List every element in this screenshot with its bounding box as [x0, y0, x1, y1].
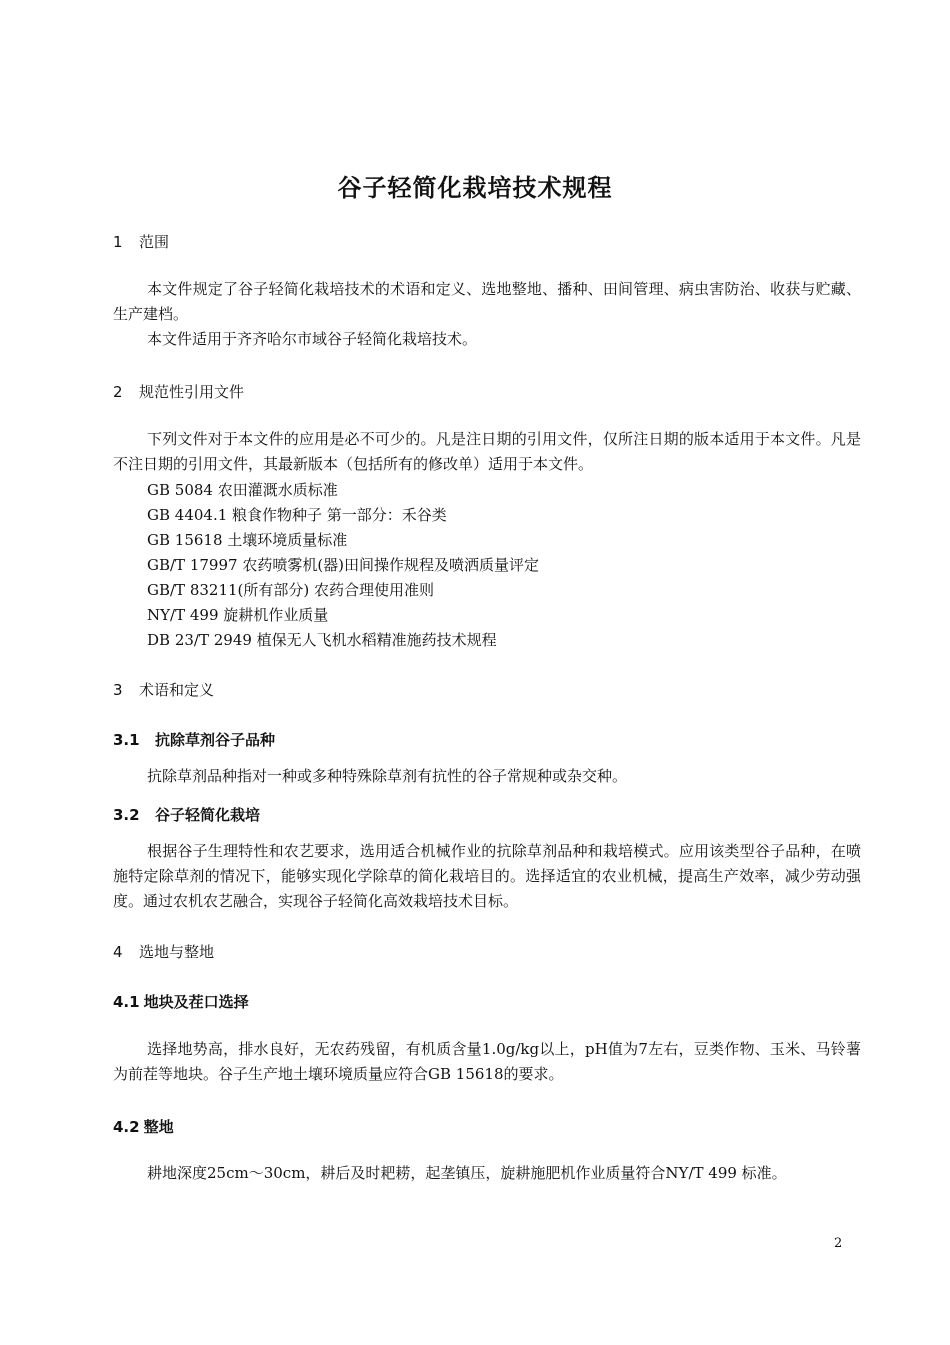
reference-item: DB 23/T 2949 植保无人飞机水稻精准施药技术规程: [147, 631, 497, 649]
section-2-heading: [113, 381, 244, 402]
section-4-1-heading: [113, 991, 249, 1012]
reference-item: GB 15618 土壤环境质量标准: [147, 531, 348, 549]
section-number: 2: [113, 383, 123, 401]
section-title: 抗除草剂谷子品种: [155, 731, 276, 749]
section-number: 3.1: [113, 731, 140, 749]
section-3-heading: [113, 679, 214, 700]
section-title: 范围: [139, 233, 170, 251]
section-number: 4.2: [113, 1118, 140, 1136]
section-4-1-text: 选择地势高，排水良好，无农药残留，有机质含量1.0g/kg以上，pH值为7左右，豆类作物、玉米、马铃薯为前茬等地块。谷子生产地土壤环境质量应符合GB 15618的要求。: [113, 1040, 861, 1083]
reference-item: GB 4404.1 粮食作物种子 第一部分：禾谷类: [147, 506, 447, 524]
section-4-heading: [113, 941, 214, 962]
section-1-paragraph-1: 本文件规定了谷子轻简化栽培技术的术语和定义、选地整地、播种、田间管理、病虫害防治、收获与贮藏、生产建档。: [113, 280, 861, 323]
section-4-2-text: 耕地深度25cm～30cm，耕后及时耙耢，起垄镇压，旋耕施肥机作业质量符合NY/T 499 标准。: [147, 1164, 787, 1182]
section-title: 术语和定义: [139, 681, 215, 699]
section-3-1-heading: [113, 729, 275, 750]
section-3-1-text: 抗除草剂品种指对一种或多种特殊除草剂有抗性的谷子常规种或杂交种。: [147, 767, 628, 785]
section-2-intro: 下列文件对于本文件的应用是必不可少的。凡是注日期的引用文件，仅所注日期的版本适用于本文件。凡是不注日期的引用文件，其最新版本（包括所有的修改单）适用于本文件。: [113, 430, 861, 473]
section-title: 整地: [143, 1118, 174, 1136]
reference-item: GB/T 17997 农药喷雾机(器)田间操作规程及喷洒质量评定: [147, 556, 540, 574]
reference-item: NY/T 499 旋耕机作业质量: [147, 606, 329, 624]
reference-item: GB/T 83211(所有部分) 农药合理使用准则: [147, 581, 435, 599]
section-1-paragraph-2: 本文件适用于齐齐哈尔市域谷子轻简化栽培技术。: [147, 330, 478, 348]
page-number: 2: [834, 1236, 843, 1251]
section-number: 3.2: [113, 806, 140, 824]
section-4-2-heading: [113, 1116, 174, 1137]
reference-item: GB 5084 农田灌溉水质标准: [147, 481, 338, 499]
section-3-2-text: 根据谷子生理特性和农艺要求，选用适合机械作业的抗除草剂品种和栽培模式。应用该类型谷子品种，在喷施特定除草剂的情况下，能够实现化学除草的简化栽培目的。选择适宜的农业机械，提高生产效率，减少劳动强度。通过农机农艺融合，实现谷子轻简化高效栽培技术目标。: [113, 842, 861, 910]
section-title: 地块及茬口选择: [143, 993, 249, 1011]
section-1-heading: [113, 231, 169, 252]
section-title: 规范性引用文件: [139, 383, 245, 401]
section-title: 选地与整地: [139, 943, 215, 961]
section-number: 3: [113, 681, 123, 699]
section-3-2-heading: [113, 804, 260, 825]
section-title: 谷子轻简化栽培: [155, 806, 261, 824]
page-title: 谷子轻简化栽培技术规程: [337, 174, 613, 202]
section-number: 4.1: [113, 993, 140, 1011]
section-number: 4: [113, 943, 123, 961]
section-number: 1: [113, 233, 123, 251]
